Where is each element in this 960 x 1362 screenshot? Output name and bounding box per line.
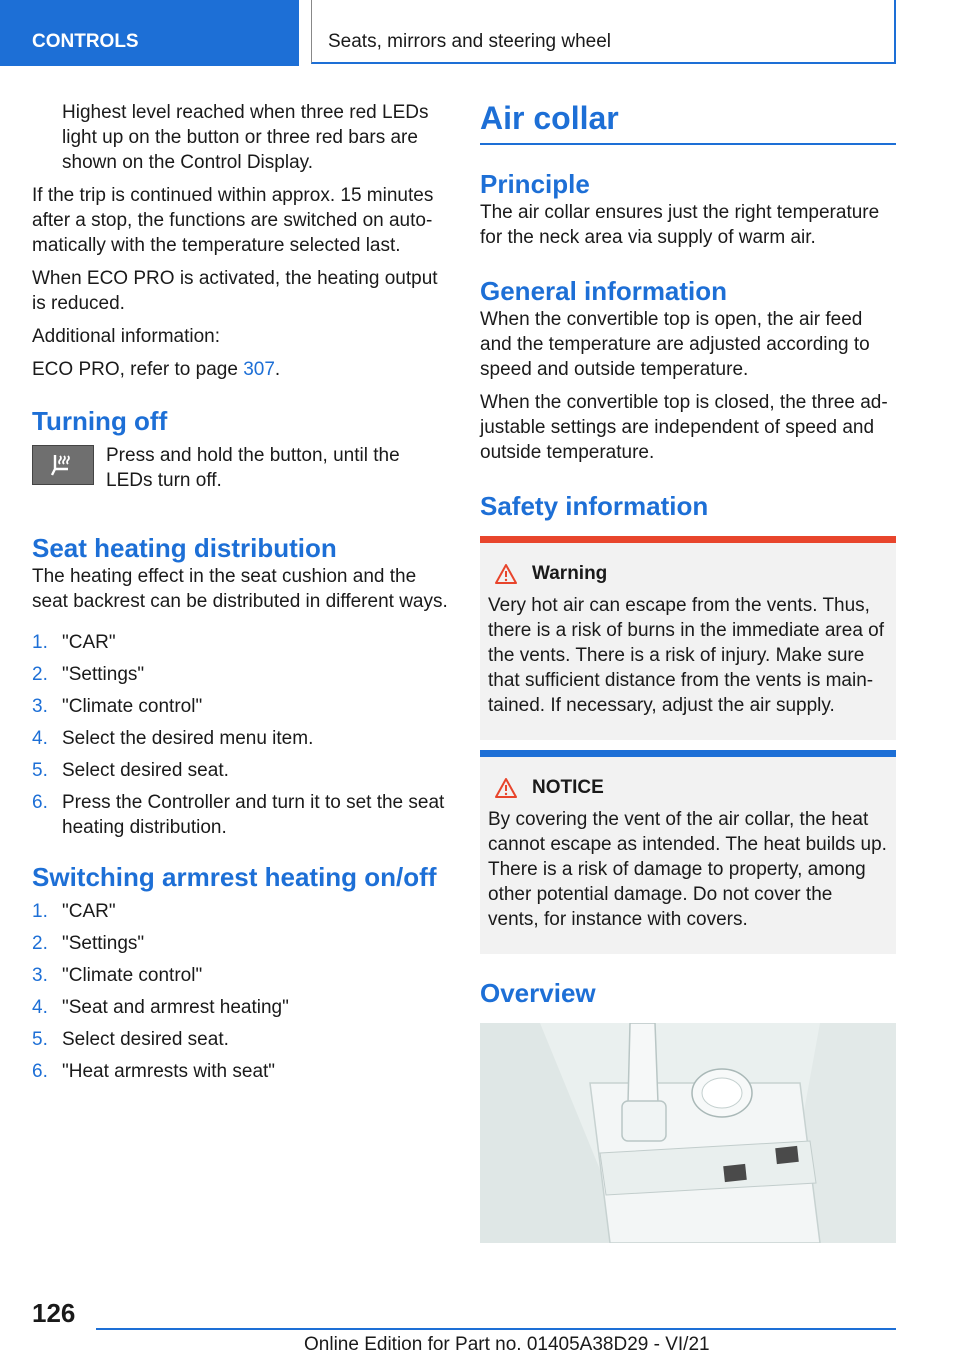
list-item: 6. "Heat armrests with seat" — [32, 1061, 276, 1082]
eco-reference — [32, 357, 450, 382]
list-item: 3. "Climate control" — [32, 965, 203, 986]
list-item: 1. "CAR" — [32, 632, 116, 653]
notice-text: By covering the vent of the air collar, the heat cannot escape as intended. The heat builds up. There is a risk of damage to property, among other potential damage. Do not cover the vents, for instance with covers. — [488, 809, 887, 930]
list-item: 4. "Seat and armrest heating" — [32, 997, 289, 1018]
list-item: 2. "Settings" — [32, 664, 145, 685]
warning-box — [480, 536, 896, 740]
trip-paragraph: If the trip is continued within approx. 15 minutes after a stop, the functions are switched on auto‐matically with the temperature selected last. — [32, 185, 434, 256]
turning-off-text: Press and hold the button, until the LEDs turn off. — [106, 445, 400, 491]
general-info-text-1: When the convertible top is open, the air feed and the temperature are adjusted according to speed and outside temperature. — [480, 309, 870, 380]
distribution-heading: Seat heating distribution — [32, 533, 337, 563]
general-info-text-2: When the convertible top is closed, the three ad‐justable settings are independent of speed and outside temperature. — [480, 392, 888, 463]
right-column — [480, 100, 896, 1243]
section-tab — [0, 0, 299, 66]
notice-triangle-icon — [494, 777, 518, 799]
list-item: 5. Select desired seat. — [32, 1029, 229, 1050]
center-console-illustration — [480, 1023, 896, 1243]
list-item: 4. Select the desired menu item. — [32, 728, 314, 749]
turning-off-row — [32, 443, 450, 493]
eco-ref-prefix: ECO PRO, refer to page — [32, 359, 244, 380]
additional-info-label: Additional information: — [32, 326, 220, 347]
chapter-label: Seats, mirrors and steering wheel — [328, 31, 612, 52]
general-info-heading: General information — [480, 276, 728, 306]
notice-box — [480, 750, 896, 954]
eco-paragraph: When ECO PRO is activated, the heating output is reduced. — [32, 268, 438, 314]
list-item: 6. Press the Controller and turn it to set the seat heating distribution. — [32, 792, 445, 838]
list-item: 5. Select desired seat. — [32, 760, 229, 781]
air-collar-title: Air collar — [480, 100, 896, 145]
footer-divider — [96, 1328, 896, 1330]
chapter-header — [311, 0, 896, 64]
section-label: CONTROLS — [32, 31, 139, 52]
notice-title — [488, 777, 888, 799]
turning-off-heading: Turning off — [32, 406, 168, 436]
eco-ref-page-link[interactable]: 307 — [243, 359, 275, 380]
edition-text: Online Edition for Part no. 01405A38D29 - VI/21 — [304, 1334, 710, 1355]
warning-triangle-icon — [494, 563, 518, 585]
distribution-steps — [32, 630, 450, 840]
safety-heading: Safety information — [480, 491, 709, 521]
list-item: 2. "Settings" — [32, 933, 145, 954]
principle-heading: Principle — [480, 169, 590, 199]
warning-text: Very hot air can escape from the vents. Thus, there is a risk of burns in the immediate area of the vents. There is a risk of injury. Make sure that sufficient distance from the vents is main‐tained. If necessary, adjust the air supply. — [488, 595, 885, 716]
overview-heading: Overview — [480, 978, 596, 1008]
distribution-text: The heating effect in the seat cushion and the seat backrest can be distributed in different ways. — [32, 566, 448, 612]
warning-label: Warning — [532, 563, 608, 584]
page-number: 126 — [32, 1298, 76, 1328]
principle-text: The air collar ensures just the right temperature for the neck area via supply of warm air. — [480, 202, 880, 248]
eco-ref-suffix: . — [274, 359, 281, 380]
list-item: 3. "Climate control" — [32, 696, 203, 717]
list-item: 1. "CAR" — [32, 901, 116, 922]
intro-indent-text: Highest level reached when three red LEDs light up on the button or three red bars are shown on the Control Display. — [62, 102, 429, 173]
notice-label: NOTICE — [532, 777, 604, 798]
warning-title — [488, 563, 888, 585]
armrest-steps — [32, 899, 450, 1084]
seat-heating-button-icon — [32, 445, 94, 485]
left-column — [32, 100, 450, 1091]
armrest-heading: Switching armrest heating on/off — [32, 862, 437, 892]
